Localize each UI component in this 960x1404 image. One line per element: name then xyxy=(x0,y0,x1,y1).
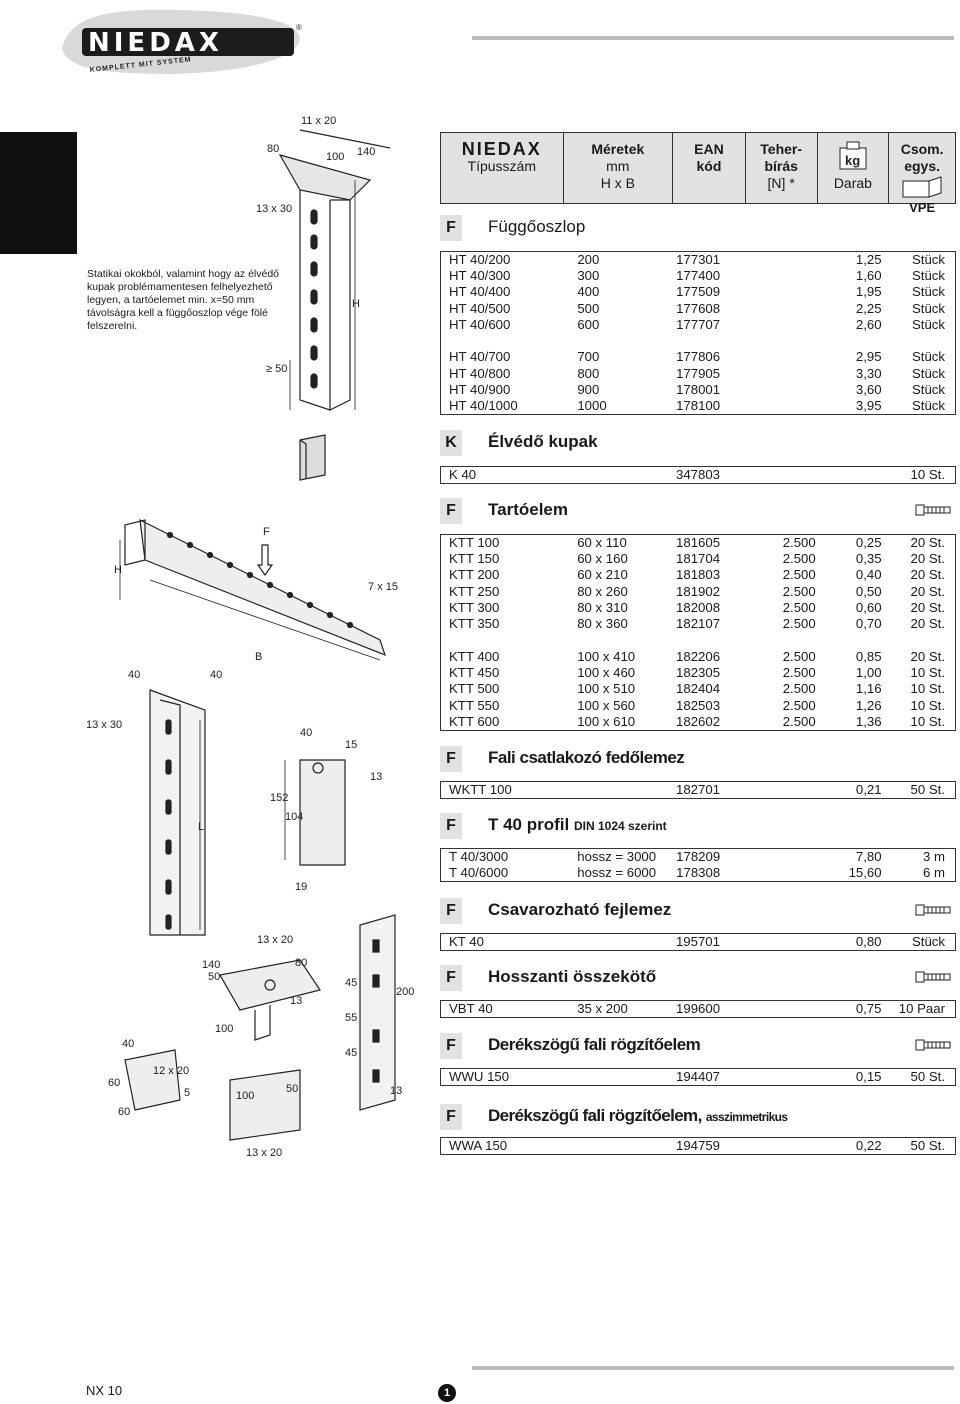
table-cell xyxy=(746,1069,818,1086)
svg-text:50: 50 xyxy=(286,1083,299,1095)
table-cell: 2.500 xyxy=(782,583,816,599)
table-row xyxy=(441,398,956,415)
table-cell: 10 Paar xyxy=(889,1001,955,1018)
table-cell: Stück xyxy=(890,934,956,951)
table-cell: KTT 300 xyxy=(441,600,564,616)
svg-text:15: 15 xyxy=(345,739,358,751)
svg-text:13: 13 xyxy=(370,771,383,783)
table-row xyxy=(441,934,956,951)
table-cell: 177905 xyxy=(676,365,721,381)
table-cell: 20 St. xyxy=(890,535,956,552)
svg-text:100: 100 xyxy=(326,151,345,163)
svg-text:140: 140 xyxy=(357,146,376,158)
svg-text:45: 45 xyxy=(345,1047,358,1059)
box-icon xyxy=(899,175,945,199)
table-cell: HT 40/800 xyxy=(441,365,564,381)
table-cell: 2,95 xyxy=(855,349,882,365)
table-cell: T 40/3000 xyxy=(441,849,564,866)
svg-text:13 x 30: 13 x 30 xyxy=(256,203,293,215)
table-cell: KTT 200 xyxy=(441,567,564,583)
svg-text:40: 40 xyxy=(122,1038,135,1050)
table-cell xyxy=(746,284,818,300)
table-cell xyxy=(563,934,673,951)
table-cell: 0,60 xyxy=(855,600,882,616)
table-row xyxy=(441,382,956,398)
table-cell: 100 x 460 xyxy=(577,664,636,680)
svg-text:13 x 30: 13 x 30 xyxy=(86,719,123,731)
table-cell: 0,35 xyxy=(855,551,882,567)
svg-text:kg: kg xyxy=(844,153,861,168)
table-cell: 0,21 xyxy=(855,782,882,797)
table-cell: Stück xyxy=(890,398,956,415)
table-cell: 1,26 xyxy=(855,697,882,713)
table-cell: 182206 xyxy=(676,648,721,664)
table-cell: 10 St. xyxy=(890,697,956,713)
table-cell: 2.500 xyxy=(782,664,816,680)
table-derek xyxy=(440,1068,956,1086)
table-cell: 177806 xyxy=(676,349,721,365)
table-cell: 1,25 xyxy=(855,252,882,267)
table-derek-asz xyxy=(440,1137,956,1155)
table-cell: 10 St. xyxy=(890,467,956,484)
table-cell: KT 40 xyxy=(441,934,564,951)
table-cell: Stück xyxy=(890,349,956,365)
table-cell: 1,36 xyxy=(855,713,882,729)
table-gap xyxy=(441,333,956,349)
table-cell: KTT 100 xyxy=(441,535,564,552)
table-cell: 182008 xyxy=(676,600,721,616)
technical-drawings xyxy=(0,0,440,1170)
table-cell: 35 x 200 xyxy=(577,1001,628,1016)
table-hosszanti xyxy=(440,1000,956,1018)
screw-icon xyxy=(914,502,954,518)
table-row xyxy=(441,567,956,583)
section-hosszanti: F Hosszanti összekötő xyxy=(440,965,956,991)
table-cell: 100 x 560 xyxy=(577,697,636,713)
table-cell xyxy=(746,782,818,799)
svg-text:≥ 50: ≥ 50 xyxy=(266,363,288,375)
table-cell: 1,16 xyxy=(855,681,882,697)
table-row xyxy=(441,535,956,552)
table-row xyxy=(441,865,956,882)
table-cell: 182602 xyxy=(676,713,721,729)
table-cell: Stück xyxy=(890,284,956,300)
table-cell: 10 St. xyxy=(890,665,956,681)
table-cell: hossz = 6000 xyxy=(577,865,657,880)
table-cell: HT 40/400 xyxy=(441,284,564,300)
table-cell: 20 St. xyxy=(890,551,956,567)
section-fuggooszlop: F Függőoszlop xyxy=(440,215,956,241)
table-cell: KTT 500 xyxy=(441,681,564,697)
table-cell: 181902 xyxy=(676,583,721,599)
table-cell: VBT 40 xyxy=(441,1001,564,1018)
svg-text:140: 140 xyxy=(202,959,221,971)
section-fali: F Fali csatlakozó fedőlemez xyxy=(440,746,956,772)
table-cell: 20 St. xyxy=(890,584,956,600)
table-row xyxy=(441,252,956,269)
section-derek-asz: F Derékszögű fali rögzítőelem, asszimmetrikus xyxy=(440,1104,956,1130)
table-row xyxy=(441,648,956,664)
table-cell xyxy=(818,467,890,484)
table-row xyxy=(441,714,956,731)
table-row xyxy=(441,600,956,616)
table-csavar xyxy=(440,933,956,951)
table-cell: 0,25 xyxy=(855,535,882,550)
table-row xyxy=(441,551,956,567)
table-cell: Stück xyxy=(890,365,956,381)
table-cell: 800 xyxy=(577,365,600,381)
table-row xyxy=(441,697,956,713)
svg-text:5: 5 xyxy=(184,1087,191,1099)
table-cell xyxy=(746,382,818,398)
table-cell: 0,40 xyxy=(855,567,882,583)
table-cell: WWA 150 xyxy=(441,1138,564,1155)
table-cell: 60 x 210 xyxy=(577,567,628,583)
table-cell: 0,22 xyxy=(855,1138,882,1153)
section-elvedo: K Élvédő kupak xyxy=(440,430,956,456)
table-cell xyxy=(563,1138,673,1155)
table-cell: KTT 600 xyxy=(441,714,564,731)
table-cell: 2,60 xyxy=(855,317,882,333)
table-cell: 177301 xyxy=(676,252,721,267)
table-cell: 100 x 410 xyxy=(577,648,636,664)
table-cell: KTT 150 xyxy=(441,551,564,567)
table-cell: 2.500 xyxy=(782,697,816,713)
table-cell xyxy=(746,365,818,381)
table-cell: 177608 xyxy=(676,300,721,316)
table-cell: 1,60 xyxy=(855,268,882,284)
table-cell: 50 St. xyxy=(890,1138,956,1155)
table-fali xyxy=(440,781,956,799)
table-cell: 0,80 xyxy=(855,934,882,949)
table-cell: HT 40/600 xyxy=(441,317,564,333)
table-cell: T 40/6000 xyxy=(441,865,564,882)
table-cell: 181704 xyxy=(676,551,721,567)
svg-text:152: 152 xyxy=(270,792,289,804)
svg-text:40: 40 xyxy=(128,669,141,681)
svg-text:7 x 15: 7 x 15 xyxy=(368,581,398,593)
header-vpe: Csom. egys. VPE xyxy=(900,141,944,215)
page-code: NX 10 xyxy=(86,1383,123,1398)
svg-text:60: 60 xyxy=(108,1077,121,1089)
table-cell: 50 St. xyxy=(890,782,956,799)
table-cell: 177707 xyxy=(676,317,721,333)
svg-text:13 x 20: 13 x 20 xyxy=(257,934,294,946)
table-cell xyxy=(563,467,673,484)
table-elvedo xyxy=(440,466,956,484)
table-cell: 50 St. xyxy=(890,1069,956,1086)
table-cell xyxy=(746,301,818,317)
table-cell xyxy=(563,1069,673,1086)
table-cell: Stück xyxy=(890,301,956,317)
table-cell: 2.500 xyxy=(782,681,816,697)
table-cell: KTT 450 xyxy=(441,665,564,681)
table-cell: 347803 xyxy=(675,467,720,482)
table-cell: Stück xyxy=(890,382,956,398)
table-row xyxy=(441,317,956,333)
table-row xyxy=(441,616,956,632)
table-cell xyxy=(746,398,818,415)
mounting-note: Statikai okokból, valamint hogy az élvédő kupak problémamentesen felhelyezhető legyen, a tartóelemet min. x=50 mm távolságra kell a függőoszlop vége fölé felszerelni. xyxy=(87,268,280,332)
header-dimensions: Méretek mm H x B xyxy=(564,133,674,203)
table-row xyxy=(441,349,956,365)
table-cell: 178209 xyxy=(676,849,721,864)
table-cell: 195701 xyxy=(675,934,720,949)
table-cell: 177400 xyxy=(676,268,721,284)
table-cell: 3,95 xyxy=(855,398,882,414)
table-cell: 2.500 xyxy=(782,713,816,729)
table-cell: 2.500 xyxy=(782,616,816,632)
table-row xyxy=(441,849,956,866)
table-cell: 178001 xyxy=(676,381,721,397)
svg-text:19: 19 xyxy=(295,881,308,893)
table-t40 xyxy=(440,848,956,882)
section-tartoelem: F Tartóelem xyxy=(440,498,956,524)
svg-text:12 x 20: 12 x 20 xyxy=(153,1065,190,1077)
svg-text:45: 45 xyxy=(345,977,358,989)
table-cell: 182107 xyxy=(676,616,721,632)
table-cell: 20 St. xyxy=(890,600,956,616)
svg-text:H: H xyxy=(114,564,122,576)
table-cell xyxy=(746,849,818,866)
table-cell: 20 St. xyxy=(890,648,956,664)
table-cell: 2.500 xyxy=(782,648,816,664)
screw-icon xyxy=(914,969,954,985)
table-cell: 100 x 510 xyxy=(577,681,636,697)
table-cell xyxy=(746,467,818,484)
svg-text:F: F xyxy=(263,526,270,538)
screw-icon xyxy=(914,1037,954,1053)
table-cell: 177509 xyxy=(676,284,721,300)
table-row xyxy=(441,467,956,484)
table-cell: 400 xyxy=(577,284,600,300)
table-cell: 0,85 xyxy=(855,648,882,664)
table-cell: 200 xyxy=(577,252,600,267)
table-cell: 7,80 xyxy=(855,849,882,864)
table-cell: 2.500 xyxy=(782,567,816,583)
table-row xyxy=(441,681,956,697)
svg-text:®: ® xyxy=(296,23,302,32)
table-cell: 1000 xyxy=(577,398,607,414)
table-gap xyxy=(441,632,956,648)
table-cell xyxy=(746,934,818,951)
table-tartoelem xyxy=(440,534,956,731)
table-cell: HT 40/900 xyxy=(441,382,564,398)
table-cell: WKTT 100 xyxy=(441,782,564,799)
header-type: NIEDAX Típusszám xyxy=(441,133,564,203)
table-cell: 3,60 xyxy=(855,381,882,397)
svg-text:13: 13 xyxy=(290,995,303,1007)
table-cell: Stück xyxy=(890,252,956,269)
table-header xyxy=(440,132,956,215)
table-cell: 181605 xyxy=(676,535,721,550)
table-cell: 0,50 xyxy=(855,583,882,599)
table-cell: 194407 xyxy=(675,1069,720,1084)
table-cell: 900 xyxy=(577,381,600,397)
table-cell xyxy=(746,268,818,284)
logo-tagline: KOMPLETT MIT SYSTEM xyxy=(89,56,192,74)
table-cell xyxy=(563,782,673,799)
section-csavar: F Csavarozható fejlemez xyxy=(440,898,956,924)
table-cell: 3 m xyxy=(890,849,956,866)
header-ean: EAN kód xyxy=(673,133,746,203)
table-cell xyxy=(746,317,818,333)
table-row xyxy=(441,301,956,317)
table-cell: 181803 xyxy=(676,567,721,583)
svg-text:11 x 20: 11 x 20 xyxy=(301,115,337,127)
table-cell xyxy=(746,252,818,269)
table-cell: 10 St. xyxy=(890,714,956,731)
svg-text:104: 104 xyxy=(285,811,304,823)
table-row xyxy=(441,268,956,284)
table-cell: 199600 xyxy=(676,1001,721,1016)
svg-text:40: 40 xyxy=(300,727,313,739)
logo-wordmark: NIEDAX xyxy=(88,28,223,58)
table-cell: 80 x 260 xyxy=(577,583,628,599)
table-cell: 182305 xyxy=(676,664,721,680)
table-row xyxy=(441,665,956,681)
svg-text:100: 100 xyxy=(236,1090,255,1102)
table-cell: KTT 400 xyxy=(441,648,564,664)
table-cell: HT 40/700 xyxy=(441,349,564,365)
table-cell: 182404 xyxy=(676,681,721,697)
table-cell: HT 40/1000 xyxy=(441,398,564,415)
svg-text:80: 80 xyxy=(295,957,308,969)
table-row xyxy=(441,284,956,300)
table-cell: 80 x 310 xyxy=(577,600,628,616)
table-cell: Stück xyxy=(890,317,956,333)
table-row xyxy=(441,782,956,799)
table-cell: 0,15 xyxy=(855,1069,882,1084)
table-cell: 182503 xyxy=(676,697,721,713)
table-cell: WWU 150 xyxy=(441,1069,564,1086)
page-number: 1 xyxy=(438,1384,456,1402)
table-cell: KTT 250 xyxy=(441,584,564,600)
table-cell: KTT 350 xyxy=(441,616,564,632)
table-cell: 700 xyxy=(577,349,600,365)
svg-text:13: 13 xyxy=(390,1085,403,1097)
table-cell: HT 40/200 xyxy=(441,252,564,269)
header-weight: kg Darab xyxy=(818,133,890,203)
svg-text:60: 60 xyxy=(118,1106,131,1118)
table-cell: 20 St. xyxy=(890,616,956,632)
table-cell xyxy=(746,1138,818,1155)
table-cell: 100 x 610 xyxy=(577,713,636,729)
table-cell: 2.500 xyxy=(782,551,816,567)
table-cell: 600 xyxy=(577,317,600,333)
table-cell: K 40 xyxy=(441,467,564,484)
table-cell: 178308 xyxy=(676,865,721,880)
table-cell: hossz = 3000 xyxy=(577,849,657,864)
weight-icon xyxy=(836,141,870,171)
table-cell: 1,00 xyxy=(855,664,882,680)
table-cell: 194759 xyxy=(676,1138,721,1153)
svg-text:B: B xyxy=(255,651,263,663)
footer-rule xyxy=(472,1366,954,1370)
table-cell xyxy=(746,349,818,365)
table-cell: 500 xyxy=(577,300,600,316)
section-t40: F T 40 profil DIN 1024 szerint xyxy=(440,813,956,839)
header-load: Teher- bírás [N] * xyxy=(746,133,818,203)
table-cell: 182701 xyxy=(676,782,721,797)
table-cell: HT 40/500 xyxy=(441,301,564,317)
section-derek: F Derékszögű fali rögzítőelem xyxy=(440,1033,956,1059)
table-cell: 60 x 110 xyxy=(577,535,627,550)
table-cell: 2.500 xyxy=(782,600,816,616)
table-row xyxy=(441,1138,956,1155)
table-cell: 2,25 xyxy=(855,300,882,316)
table-cell: 2.500 xyxy=(782,535,816,550)
table-cell: 80 x 360 xyxy=(577,616,628,632)
table-cell: 0,75 xyxy=(855,1001,882,1016)
svg-text:55: 55 xyxy=(345,1012,358,1024)
table-cell xyxy=(746,865,818,882)
svg-text:13 x 20: 13 x 20 xyxy=(246,1147,283,1159)
table-cell: 300 xyxy=(577,268,600,284)
table-cell: Stück xyxy=(890,268,956,284)
svg-text:50: 50 xyxy=(208,971,221,983)
svg-text:80: 80 xyxy=(267,143,280,155)
svg-text:100: 100 xyxy=(215,1023,234,1035)
table-cell xyxy=(746,1001,818,1018)
header-rule xyxy=(472,36,954,40)
table-cell: 60 x 160 xyxy=(577,551,628,567)
table-cell: 6 m xyxy=(890,865,956,882)
table-row xyxy=(441,584,956,600)
table-row xyxy=(441,365,956,381)
table-cell: 178100 xyxy=(676,398,721,414)
table-fuggooszlop xyxy=(440,251,956,415)
table-row xyxy=(441,1069,956,1086)
table-cell: 10 St. xyxy=(890,681,956,697)
svg-text:200: 200 xyxy=(396,986,415,998)
table-row xyxy=(441,1001,956,1018)
svg-text:40: 40 xyxy=(210,669,223,681)
table-cell: 1,95 xyxy=(855,284,882,300)
table-cell: HT 40/300 xyxy=(441,268,564,284)
table-cell: KTT 550 xyxy=(441,697,564,713)
svg-text:L: L xyxy=(198,821,205,833)
svg-text:H: H xyxy=(352,298,360,310)
table-cell: 0,70 xyxy=(855,616,882,632)
table-cell: 20 St. xyxy=(890,567,956,583)
screw-icon xyxy=(914,902,954,918)
table-cell: 3,30 xyxy=(855,365,882,381)
table-cell: 15,60 xyxy=(848,865,882,880)
